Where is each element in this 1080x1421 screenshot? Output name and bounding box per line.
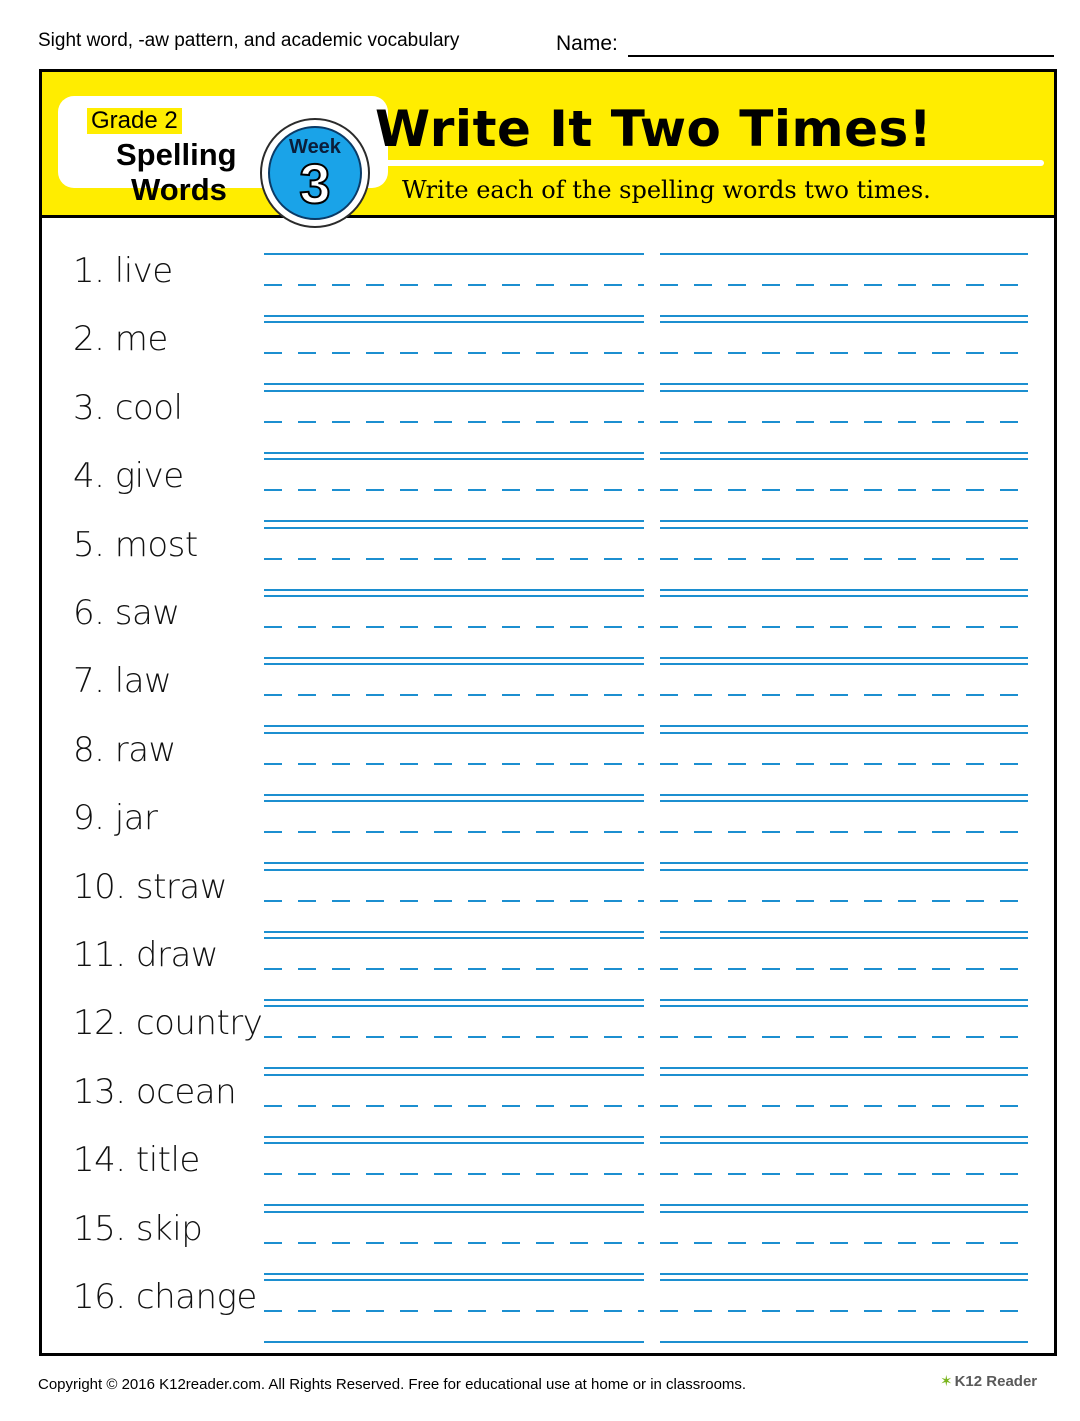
guide-line-mid	[660, 489, 1028, 491]
writing-line-second[interactable]	[660, 865, 1028, 933]
writing-line-second[interactable]	[660, 1207, 1028, 1275]
guide-line-top	[660, 1279, 1028, 1281]
spelling-row	[42, 1070, 1054, 1138]
instruction-text: Write each of the spelling words two times.	[402, 176, 931, 204]
guide-line-mid	[264, 1173, 644, 1175]
guide-line-mid	[660, 831, 1028, 833]
guide-line-top	[264, 663, 644, 665]
spelling-words-pill	[58, 96, 388, 215]
guide-line-top	[660, 595, 1028, 597]
guide-line-top	[660, 869, 1028, 871]
guide-line-mid	[660, 763, 1028, 765]
writing-line-second[interactable]	[660, 1275, 1028, 1343]
footer-copyright: Copyright © 2016 K12reader.com. All Rights Reserved. Free for educational use at home or in classrooms.	[38, 1376, 747, 1393]
writing-line-first[interactable]	[264, 1070, 644, 1138]
writing-line-second[interactable]	[660, 523, 1028, 591]
guide-line-mid	[264, 763, 644, 765]
spelling-word: 5. most	[73, 524, 198, 565]
spelling-word: 15. skip	[73, 1208, 203, 1249]
guide-line-mid	[264, 352, 644, 354]
guide-line-top	[660, 458, 1028, 460]
guide-line-top	[264, 869, 644, 871]
guide-line-mid	[660, 284, 1028, 286]
writing-line-first[interactable]	[264, 1207, 644, 1275]
name-label: Name:	[556, 32, 618, 55]
spelling-word: 3. cool	[73, 387, 183, 428]
worksheet-title: Write It Two Times!	[375, 100, 933, 158]
spelling-row	[42, 728, 1054, 796]
spelling-word: 14. title	[73, 1140, 200, 1181]
guide-line-mid	[264, 626, 644, 628]
logo-text: K12 Reader	[954, 1373, 1038, 1390]
spelling-word: 11. draw	[73, 935, 219, 975]
spelling-word: 9. jar	[73, 798, 158, 839]
guide-line-top	[264, 1279, 644, 1281]
worksheet-frame	[39, 69, 1057, 1356]
guide-line-top	[264, 595, 644, 597]
guide-line-top	[660, 1142, 1028, 1144]
spelling-row	[42, 249, 1054, 317]
guide-line-top	[660, 800, 1028, 802]
writing-line-second[interactable]	[660, 386, 1028, 454]
guide-line-top	[660, 937, 1028, 939]
guide-line-top	[264, 253, 644, 255]
guide-line-top	[660, 1074, 1028, 1076]
writing-line-second[interactable]	[660, 933, 1028, 1001]
writing-line-second[interactable]	[660, 728, 1028, 796]
guide-line-top	[264, 1005, 644, 1007]
guide-line-top	[660, 1211, 1028, 1213]
guide-line-mid	[264, 1036, 644, 1038]
writing-line-first[interactable]	[264, 317, 644, 385]
guide-line-mid	[660, 352, 1028, 354]
guide-line-top	[660, 527, 1028, 529]
spelling-word: 10. straw	[73, 866, 228, 907]
writing-line-first[interactable]	[264, 796, 644, 864]
writing-line-first[interactable]	[264, 386, 644, 454]
spelling-row	[42, 386, 1054, 454]
writing-line-first[interactable]	[264, 659, 644, 727]
spelling-word: 12. country	[73, 1003, 263, 1044]
guide-line-top	[660, 1005, 1028, 1007]
spelling-row	[42, 1001, 1054, 1069]
writing-line-second[interactable]	[660, 249, 1028, 317]
spelling-word: 4. give	[73, 456, 184, 497]
writing-line-first[interactable]	[264, 249, 644, 317]
spelling-word: 13. ocean	[73, 1071, 237, 1112]
guide-line-mid	[264, 489, 644, 491]
spelling-word: 8. raw	[73, 729, 176, 770]
spelling-word: 16. change	[73, 1277, 257, 1317]
guide-line-mid	[264, 284, 644, 286]
spelling-word: 2. me	[73, 319, 168, 360]
writing-line-first[interactable]	[264, 454, 644, 522]
guide-line-mid	[660, 968, 1028, 970]
writing-line-second[interactable]	[660, 317, 1028, 385]
writing-line-first[interactable]	[264, 728, 644, 796]
writing-line-first[interactable]	[264, 933, 644, 1001]
spelling-row	[42, 796, 1054, 864]
spelling-row	[42, 1275, 1054, 1343]
guide-line-mid	[264, 694, 644, 696]
guide-line-top	[264, 1211, 644, 1213]
top-subtitle: Sight word, -aw pattern, and academic vocabulary	[38, 30, 460, 51]
guide-line-top	[264, 732, 644, 734]
guide-line-top	[264, 1074, 644, 1076]
guide-line-bot	[264, 1341, 644, 1343]
spelling-word: 6. saw	[73, 593, 180, 633]
writing-line-second[interactable]	[660, 1070, 1028, 1138]
guide-line-mid	[660, 626, 1028, 628]
spelling-row	[42, 865, 1054, 933]
guide-line-top	[264, 390, 644, 392]
guide-line-mid	[264, 421, 644, 423]
words-label: Words	[131, 172, 227, 207]
spelling-row	[42, 317, 1054, 385]
guide-line-mid	[264, 968, 644, 970]
title-underline	[372, 160, 1044, 166]
guide-line-mid	[264, 1310, 644, 1312]
guide-line-mid	[660, 1242, 1028, 1244]
spelling-row	[42, 659, 1054, 727]
week-badge	[260, 118, 370, 228]
guide-line-bot	[660, 1341, 1028, 1343]
spelling-row	[42, 1207, 1054, 1275]
guide-line-top	[264, 321, 644, 323]
guide-line-top	[660, 390, 1028, 392]
writing-line-first[interactable]	[264, 1001, 644, 1069]
spelling-row	[42, 523, 1054, 591]
guide-line-mid	[264, 1242, 644, 1244]
week-badge-inner	[268, 126, 362, 220]
spelling-word: 1. live	[73, 251, 173, 291]
spelling-row	[42, 933, 1054, 1001]
writing-line-second[interactable]	[660, 591, 1028, 659]
writing-line-second[interactable]	[660, 1001, 1028, 1069]
guide-line-mid	[264, 831, 644, 833]
guide-line-top	[264, 937, 644, 939]
guide-line-top	[660, 321, 1028, 323]
writing-line-second[interactable]	[660, 659, 1028, 727]
writing-line-second[interactable]	[660, 1138, 1028, 1206]
writing-line-second[interactable]	[660, 454, 1028, 522]
week-number: 3	[299, 152, 331, 215]
guide-line-top	[264, 800, 644, 802]
spelling-word: 7. law	[73, 661, 172, 702]
guide-line-mid	[660, 1310, 1028, 1312]
writing-line-first[interactable]	[264, 523, 644, 591]
grade-label: Grade 2	[87, 108, 182, 134]
guide-line-mid	[264, 900, 644, 902]
name-line[interactable]	[628, 55, 1054, 57]
guide-line-mid	[660, 900, 1028, 902]
writing-line-second[interactable]	[660, 796, 1028, 864]
spelling-label: Spelling	[116, 137, 237, 172]
k12-logo-icon: ✶	[940, 1373, 953, 1390]
guide-line-mid	[660, 1173, 1028, 1175]
guide-line-top	[264, 527, 644, 529]
guide-line-top	[660, 732, 1028, 734]
spelling-row	[42, 1138, 1054, 1206]
guide-line-top	[660, 663, 1028, 665]
guide-line-mid	[660, 1105, 1028, 1107]
spelling-row	[42, 591, 1054, 659]
guide-line-mid	[660, 421, 1028, 423]
guide-line-mid	[660, 558, 1028, 560]
week-label: Week	[289, 136, 341, 158]
guide-line-mid	[660, 694, 1028, 696]
writing-line-first[interactable]	[264, 591, 644, 659]
footer-logo	[940, 1372, 1037, 1390]
guide-line-top	[660, 253, 1028, 255]
writing-line-first[interactable]	[264, 1275, 644, 1343]
guide-line-top	[264, 1142, 644, 1144]
guide-line-mid	[660, 1036, 1028, 1038]
guide-line-mid	[264, 1105, 644, 1107]
writing-line-first[interactable]	[264, 1138, 644, 1206]
guide-line-mid	[264, 558, 644, 560]
writing-line-first[interactable]	[264, 865, 644, 933]
worksheet-header	[42, 72, 1054, 218]
guide-line-top	[264, 458, 644, 460]
spelling-row	[42, 454, 1054, 522]
